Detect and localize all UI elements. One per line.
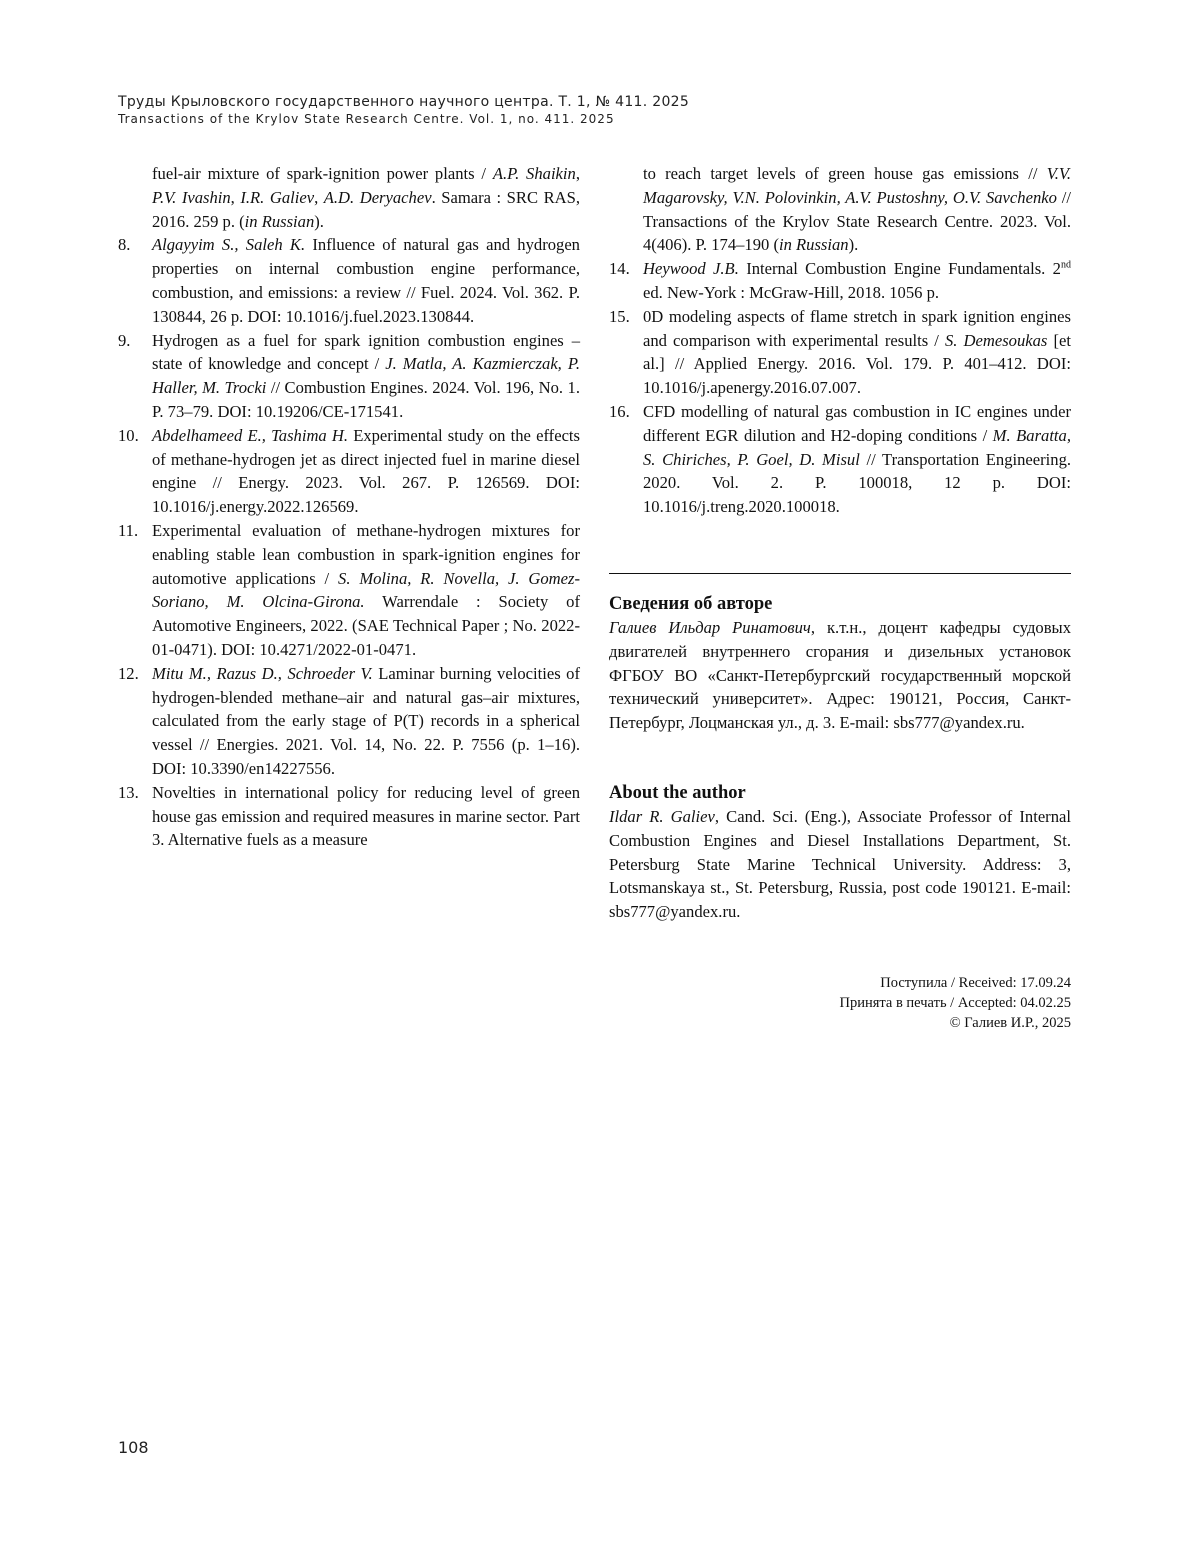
reference-number: 8. — [118, 235, 131, 255]
reference-continuation: to reach target levels of green house gas emissions // V.V. Magarovsky, V.N. Polovinkin, A.V. Pustoshny, O.V. Savchenko // Transactions of the Krylov State Research Centre. 2023. Vol. 4(406). P. 174–190 (in Russian). — [643, 164, 1071, 255]
reference-authors: M. Baratta, S. Chiriches, P. Goel, D. Misul — [643, 425, 1071, 469]
reference-authors: Mitu M., Razus D., Schroeder V. — [152, 663, 373, 683]
reference-number: 14. — [609, 259, 630, 279]
section-divider — [609, 573, 1071, 574]
about-author-en: About the author Ildar R. Galiev, Cand. Sci. (Eng.), Associate Professor of Internal Combustion Engines and Diesel Installations Department, St. Petersburg State Marine Technical University. Address: 3, Lotsmanskaya st., St. Petersburg, Russia, post code 190121. E-mail: sbs777@yandex.ru. — [609, 783, 1071, 922]
journal-title-en: Transactions of the Krylov State Research Centre. Vol. 1, no. 411. 2025 — [118, 112, 615, 126]
reference-authors: Algayyim S., Saleh K. — [152, 235, 306, 255]
reference-authors: V.V. Magarovsky, V.N. Polovinkin, A.V. Pustoshny, O.V. Savchenko — [643, 164, 1071, 207]
about-author-ru: Сведения об авторе Галиев Ильдар Ринатович, к.т.н., доцент кафедры судовых двигателей внутреннего сгорания и дизельных установок ФГБОУ ВО «Санкт-Петербургский государственный морской технический университет». Адрес: 190121, Россия, Санкт-Петербург, Лоцманская ул., д. 3. E-mail: sbs777@yandex.ru. — [609, 594, 1072, 733]
reference-continuation: fuel-air mixture of spark-ignition power plants / A.P. Shaikin, P.V. Ivashin, I.R. Galiev, A.D. Deryachev. Samara : SRC RAS, 2016. 259 p. (in Russian). — [152, 164, 581, 231]
reference-item: 13. Novelties in international policy for reducing level of green house gas emission and required measures in marine sector. Part 3. Alternative fuels as a measure — [118, 782, 580, 850]
reference-number: 9. — [118, 330, 131, 350]
author-name: I.R. Galiev — [240, 187, 315, 207]
accepted-date: Принята в печать / Accepted: 04.02.25 — [839, 995, 1071, 1011]
reference-authors: Heywood J.B. — [643, 259, 739, 279]
author-name: P.V. Ivashin — [152, 187, 231, 207]
received-date: Поступила / Received: 17.09.24 — [880, 975, 1071, 991]
journal-title-ru: Труды Крыловского государственного научного центра. Т. 1, № 411. 2025 — [118, 94, 690, 110]
reference-authors: Abdelhameed E., Tashima H. — [152, 425, 349, 445]
section-heading: About the author — [609, 783, 746, 803]
references-left-column — [118, 162, 580, 852]
reference-number: 11. — [118, 520, 139, 540]
references-right-column — [609, 162, 1071, 519]
copyright-line: © Галиев И.Р., 2025 — [949, 1015, 1071, 1031]
reference-number: 15. — [609, 306, 630, 326]
reference-item: 10. Abdelhameed E., Tashima H. Experimental study on the effects of methane-hydrogen jet as direct injected fuel in marine diesel engine // Energy. 2023. Vol. 267. P. 126569. DOI: 10.1016/j.energy.2022.126569. — [118, 425, 580, 517]
reference-item: 16. CFD modelling of natural gas combustion in IC engines under different EGR dilution and H2-doping conditions / M. Baratta, S. Chiriches, P. Goel, D. Misul // Transportation Engineering. 2020. Vol. 2. P. 100018, 12 p. DOI: 10.1016/j.treng.2020.100018. — [609, 401, 1072, 517]
author-name: Галиев Ильдар Ринатович — [609, 618, 811, 637]
reference-item: 15. 0D modeling aspects of flame stretch in spark ignition engines and comparison with experimental results / S. Demesoukas [et al.] // Applied Energy. 2016. Vol. 179. P. 401–412. DOI: 10.1016/j.apenergy.2016.07.007. — [609, 306, 1071, 398]
reference-item: 9. Hydrogen as a fuel for spark ignition combustion engines – state of knowledge and concept / J. Matla, A. Kazmierczak, P. Haller, M. Trocki // Combustion Engines. 2024. Vol. 196, No. 1. P. 73–79. DOI: 10.19206/CE-171541. — [118, 330, 580, 421]
reference-item: 14. Heywood J.B. Internal Combustion Engine Fundamentals. 2nd ed. New-York : McGraw-Hill, 2018. 1056 p. — [609, 259, 1071, 302]
reference-authors: S. Molina, R. Novella, J. Gomez-Soriano, M. Olcina-Girona. — [152, 568, 580, 612]
author-name: A.D. Deryachev — [323, 187, 432, 207]
author-name: A.P. Shaikin — [492, 164, 576, 183]
reference-number: 12. — [118, 663, 139, 683]
author-name: Ildar R. Galiev — [609, 807, 715, 826]
reference-item: 8. Algayyim S., Saleh K. Influence of natural gas and hydrogen properties on internal combustion engine performance, combustion, and emissions: a review // Fuel. 2024. Vol. 362. P. 130844, 26 p. DOI: 10.1016/j.fuel.2023.130844. — [118, 235, 580, 326]
section-heading: Сведения об авторе — [609, 594, 773, 614]
reference-authors: S. Demesoukas — [944, 330, 1048, 350]
article-dates — [839, 973, 1071, 1033]
reference-item: 12. Mitu M., Razus D., Schroeder V. Laminar burning velocities of hydrogen-blended methane–air and natural gas–air mixtures, calculated from the early stage of P(T) records in a spherical vessel // Energies. 2021. Vol. 14, No. 22. P. 7556 (p. 1–16). DOI: 10.3390/en14227556. — [118, 663, 580, 778]
running-header — [118, 94, 689, 126]
reference-item: 11. Experimental evaluation of methane-hydrogen mixtures for enabling stable lean combustion in spark-ignition engines for automotive applications / S. Molina, R. Novella, J. Gomez-Soriano, M. Olcina-Girona. Warrendale : Society of Automotive Engineers, 2022. (SAE Technical Paper ; No. 2022-01-0471). DOI: 10.4271/2022-01-0471. — [118, 520, 580, 659]
reference-number: 16. — [609, 401, 630, 421]
page-number: 108 — [118, 1438, 149, 1457]
reference-number: 13. — [118, 782, 139, 802]
reference-authors: J. Matla, A. Kazmierczak, P. Haller, M. Trocki — [152, 354, 580, 398]
reference-number: 10. — [118, 425, 139, 445]
